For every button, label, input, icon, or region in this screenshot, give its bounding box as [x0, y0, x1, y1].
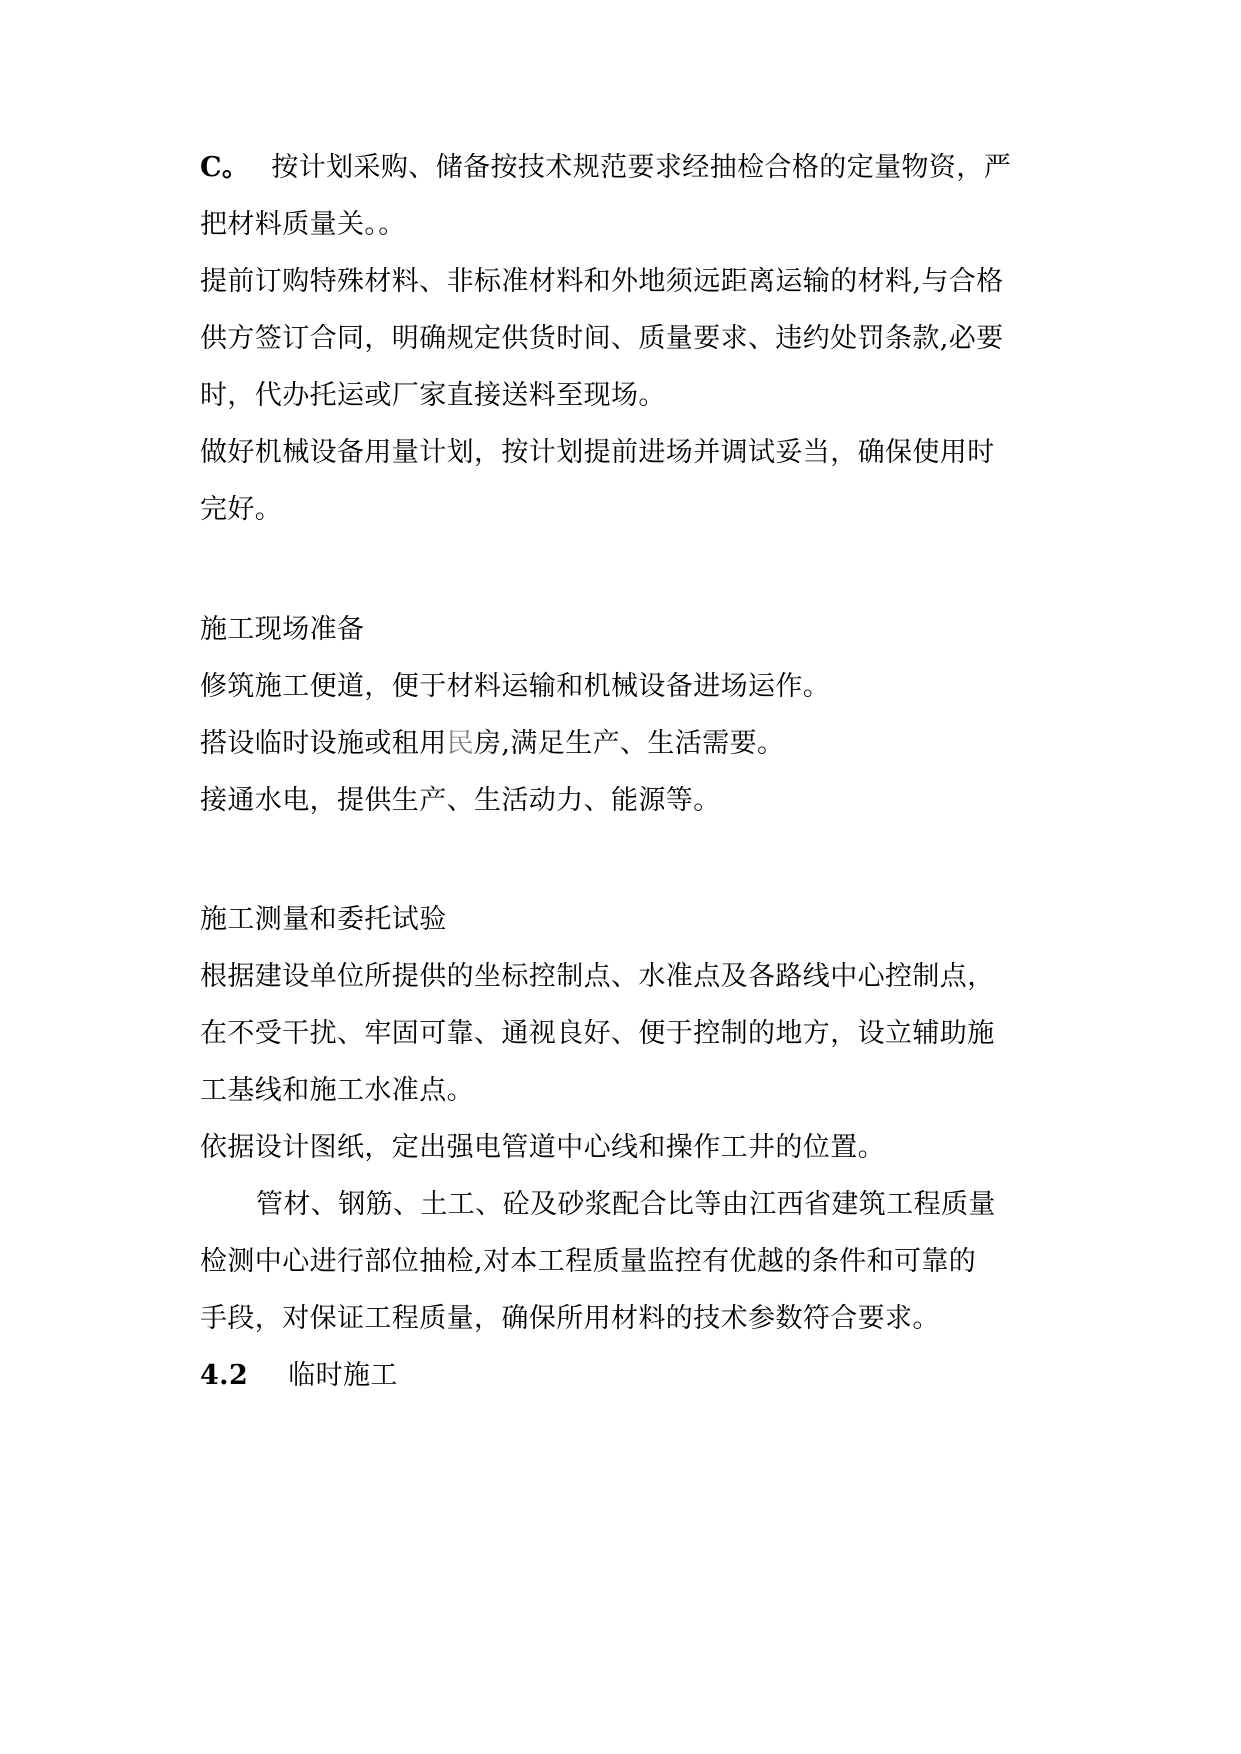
site-text-2b: 民 — [446, 728, 475, 759]
survey-paragraph-line-7: 手段，对保证工程质量，确保所用材料的技术参数符合要求。 — [200, 1303, 940, 1334]
item-label-c: C。 — [200, 152, 250, 183]
materials-paragraph-line-4: 供方签订合同，明确规定供货时间、质量要求、违约处罚条款,必要 — [200, 323, 1004, 354]
section-number: 4.2 — [200, 1360, 249, 1391]
survey-paragraph-line-2: 在不受干扰、牢固可靠、通视良好、便于控制的地方，设立辅助施 — [200, 1018, 995, 1049]
site-paragraph-line-3: 接通水电，提供生产、生活动力、能源等。 — [200, 785, 721, 816]
survey-paragraph-line-4: 依据设计图纸，定出强电管道中心线和操作工井的位置。 — [200, 1132, 885, 1163]
materials-paragraph-line-5: 时，代办托运或厂家直接送料至现场。 — [200, 380, 666, 411]
materials-paragraph-line-3: 提前订购特殊材料、非标准材料和外地须远距离运输的材料,与合格 — [200, 266, 1004, 297]
materials-paragraph-line-6: 做好机械设备用量计划，按计划提前进场并调试妥当，确保使用时 — [200, 437, 995, 468]
site-text-2c: 房,满足生产、生活需要。 — [474, 728, 785, 759]
materials-text-1: 按计划采购、储备按技术规范要求经抽检合格的定量物资，严 — [271, 152, 1012, 183]
survey-paragraph-line-3: 工基线和施工水准点。 — [200, 1075, 474, 1106]
section-title: 临时施工 — [288, 1360, 398, 1391]
materials-paragraph-line-2: 把材料质量关。。 — [200, 209, 406, 240]
survey-paragraph-line-5: 管材、钢筋、土工、砼及砂浆配合比等由江西省建筑工程质量 — [256, 1189, 996, 1220]
survey-heading: 施工测量和委托试验 — [200, 904, 447, 935]
materials-paragraph-line-7: 完好。 — [200, 494, 283, 525]
materials-paragraph-line-1 — [200, 150, 1060, 186]
site-paragraph-line-1: 修筑施工便道，便于材料运输和机械设备进场运作。 — [200, 671, 831, 702]
site-preparation-heading: 施工现场准备 — [200, 614, 365, 645]
survey-paragraph-line-6: 检测中心进行部位抽检,对本工程质量监控有优越的条件和可靠的 — [200, 1246, 977, 1277]
section-4-2-heading — [200, 1358, 1060, 1394]
site-text-2a: 搭设临时设施或租用 — [200, 728, 447, 759]
site-paragraph-line-2 — [200, 726, 1060, 762]
survey-paragraph-line-1: 根据建设单位所提供的坐标控制点、水准点及各路线中心控制点， — [200, 961, 995, 992]
